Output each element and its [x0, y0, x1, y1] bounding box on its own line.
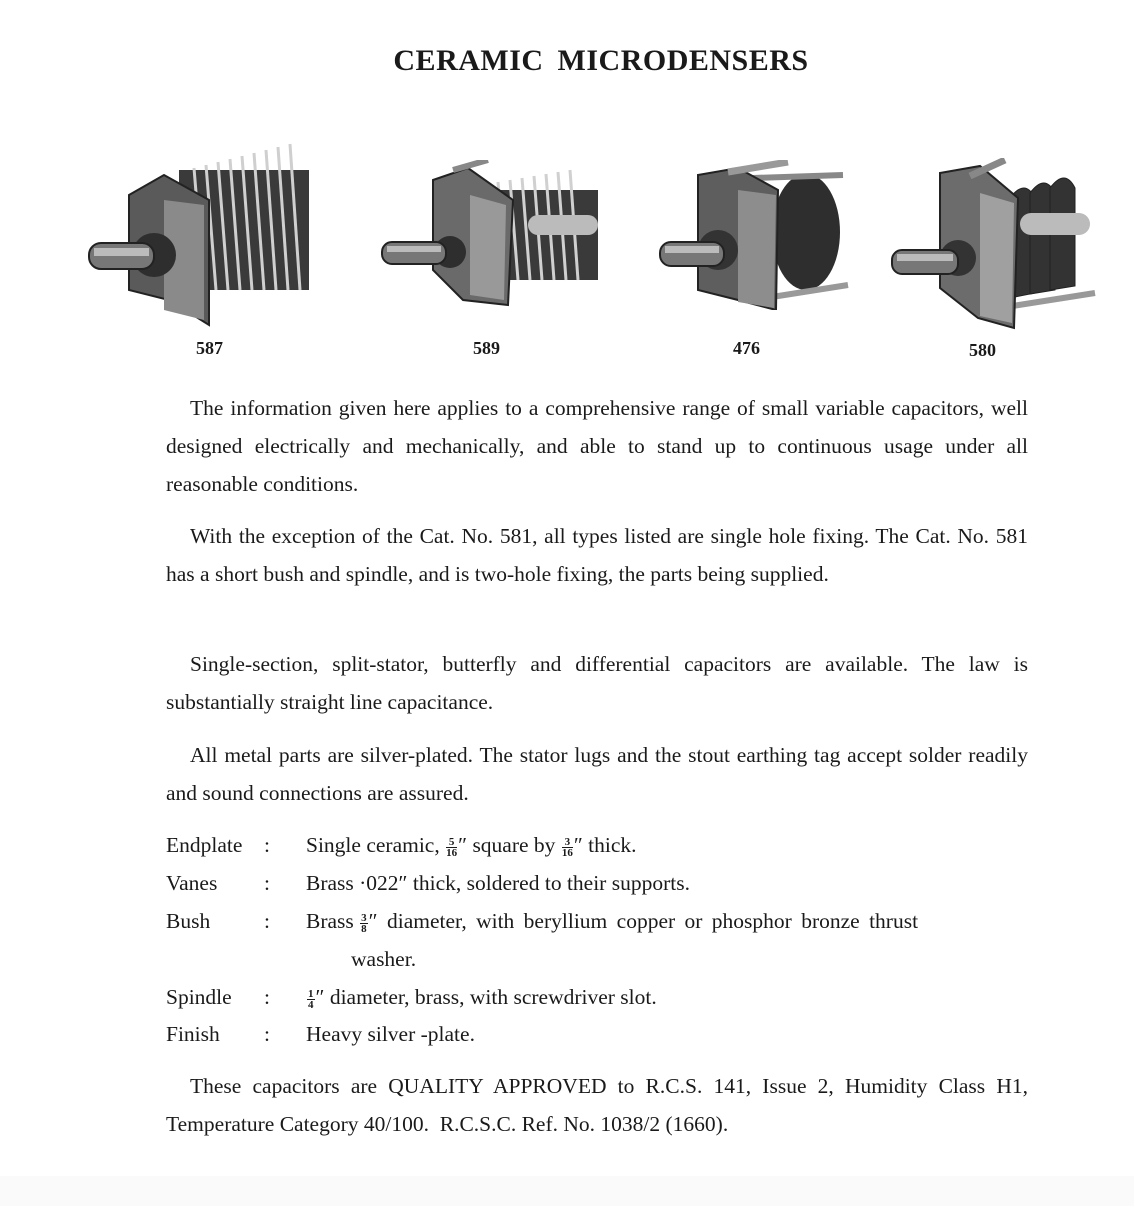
- spec-value: $\frac{1}{4}$ ″ diameter, brass, with screwdriver slot.: [308, 985, 657, 1011]
- product-image-580: [890, 158, 1100, 330]
- approval-paragraph-block: [166, 1067, 1033, 1143]
- spec-colon: :: [264, 871, 270, 895]
- spec-colon: :: [264, 985, 270, 1009]
- product-image-587: [84, 140, 330, 330]
- intro-paragraph-block: [166, 389, 1028, 503]
- spec-value-continuation: washer.: [351, 947, 417, 971]
- page-title: CERAMIC MICRODENSERS: [393, 44, 809, 77]
- catalogue-number-476: 476: [733, 338, 760, 358]
- fraction: $\frac{3}{8}$: [361, 911, 367, 935]
- spec-colon: :: [264, 1022, 270, 1046]
- page-bottom-strip: [0, 1176, 1134, 1206]
- variable-capacitor-icon: [84, 140, 330, 330]
- spec-value: Brass $\frac{3}{8}$ ″ diameter, with beryllium copper or phosphor bronze thrust: [306, 909, 919, 935]
- catalogue-number-580: 580: [969, 340, 996, 360]
- spec-label: Vanes: [166, 871, 218, 895]
- spec-label: Bush: [166, 909, 211, 933]
- fraction: $\frac{5}{16}$: [446, 835, 458, 859]
- types-paragraph-block: [166, 645, 1028, 721]
- paragraph-1: The information given here applies to a comprehensive range of small variable capacitors, well designed electrically and mechanically, and able to stand up to continuous usage under all reasonable conditions.: [166, 396, 1028, 496]
- spec-colon: :: [264, 833, 270, 857]
- catalogue-number-587: 587: [196, 338, 223, 358]
- variable-capacitor-icon: [890, 158, 1100, 330]
- catalogue-number-589: 589: [473, 338, 500, 358]
- variable-capacitor-icon: [378, 160, 614, 310]
- fraction: $\frac{3}{16}$: [561, 835, 573, 859]
- spec-value: Brass ·022″ thick, soldered to their supports.: [306, 871, 690, 895]
- spec-label: Finish: [166, 1022, 220, 1046]
- spec-colon: :: [264, 909, 270, 933]
- paragraph-4: All metal parts are silver-plated. The stator lugs and the stout earthing tag accept solder readily and sound connections are assured.: [166, 743, 1028, 805]
- plating-paragraph-block: [166, 736, 1028, 812]
- paragraph-2: With the exception of the Cat. No. 581, all types listed are single hole fixing. The Cat. No. 581 has a short bush and spindle, and is two-hole fixing, the parts being supplied.: [166, 524, 1028, 586]
- spec-label: Endplate: [166, 833, 243, 857]
- product-image-476: [658, 160, 858, 310]
- fixing-paragraph-block: [166, 517, 1028, 593]
- fraction: $\frac{1}{4}$: [308, 987, 314, 1011]
- variable-capacitor-icon: [658, 160, 858, 310]
- approval-paragraph: These capacitors are QUALITY APPROVED to R.C.S. 141, Issue 2, Humidity Class H1, Temperature Category 40/100. R.C.S.C. Ref. No. 1038/2 (1660).: [166, 1074, 1033, 1136]
- spec-value: Single ceramic, $\frac{5}{16}$ ″ square by $\frac{3}{16}$ ″ thick.: [306, 833, 637, 859]
- paragraph-3: Single-section, split-stator, butterfly and differential capacitors are available. The law is substantially straight line capacitance.: [166, 652, 1028, 714]
- product-image-589: [378, 160, 614, 310]
- spec-label: Spindle: [166, 985, 232, 1009]
- spec-value: Heavy silver -plate.: [306, 1022, 475, 1046]
